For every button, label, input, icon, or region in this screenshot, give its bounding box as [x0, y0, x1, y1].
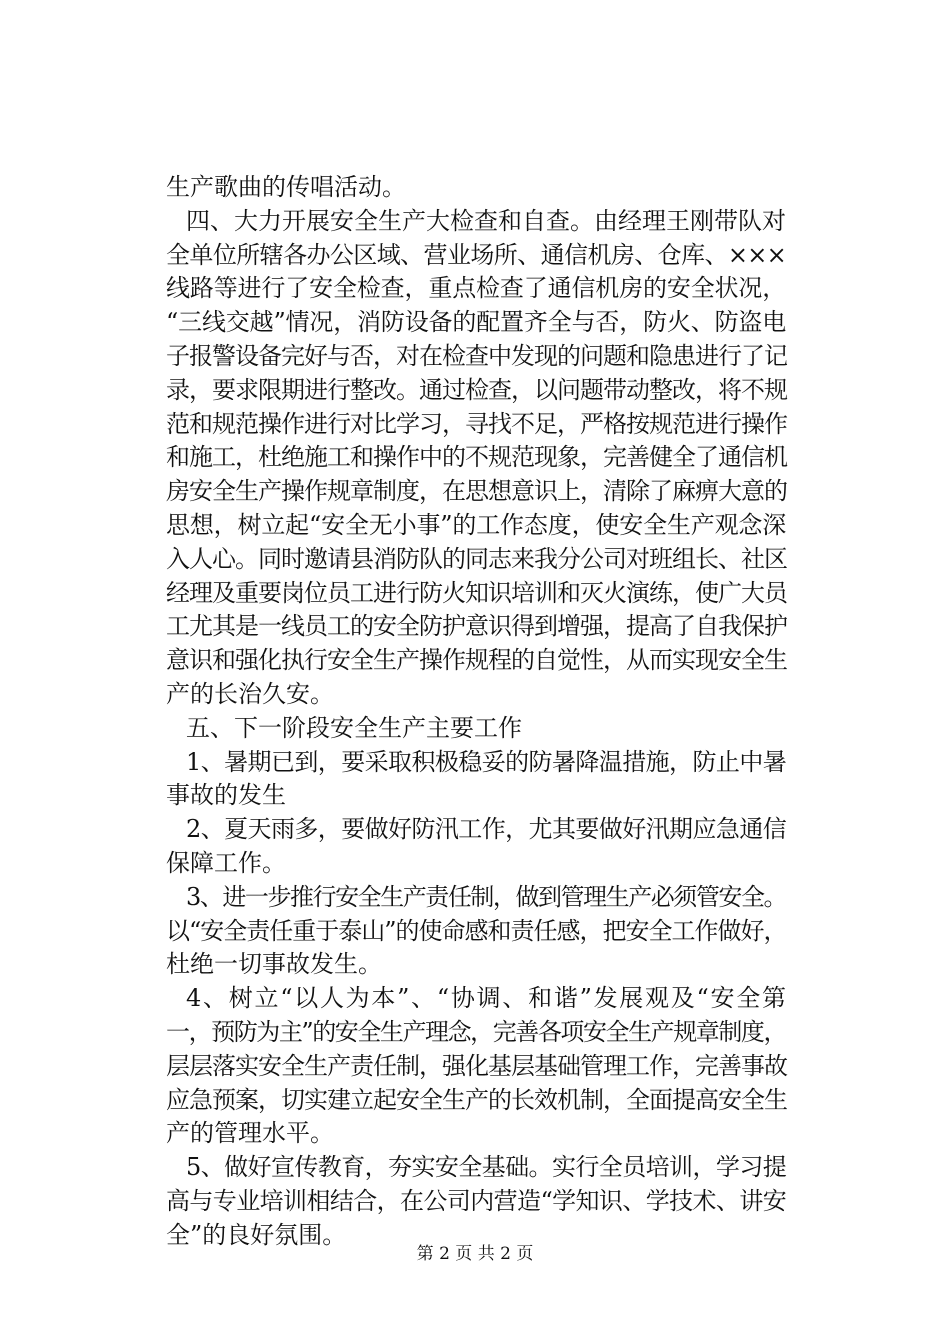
text-line: 层层落实安全生产责任制，强化基层基础管理工作，完善事故 [166, 1051, 787, 1080]
document-body [166, 171, 786, 1253]
text-line: 高与专业培训相结合，在公司内营造“学知识、学技术、讲安 [166, 1186, 786, 1215]
text-line: 录，要求限期进行整改。通过检查，以问题带动整改，将不规 [166, 375, 787, 404]
text-line: 保障工作。 [166, 848, 286, 877]
text-line: 产的长治久安。 [166, 679, 334, 708]
text-line: 应急预案，切实建立起安全生产的长效机制，全面提高安全生 [166, 1085, 787, 1114]
text-line: 全”的良好氛围。 [166, 1220, 347, 1249]
text-line: 经理及重要岗位员工进行防火知识培训和灭火演练，使广大员 [166, 578, 787, 607]
text-line: 子报警设备完好与否，对在检查中发现的问题和隐患进行了记 [166, 341, 787, 370]
text-line: 房安全生产操作规章制度，在思想意识上，清除了麻痹大意的 [166, 477, 787, 506]
text-line: 4、树立“以人为本”、“协调、和谐”发展观及“安全第 [186, 984, 786, 1013]
text-line: “三线交越”情况，消防设备的配置齐全与否，防火、防盗电 [166, 308, 786, 337]
text-line: 生产歌曲的传唱活动。 [166, 173, 406, 201]
text-line: 四、大力开展安全生产大检查和自查。由经理王刚带队对 [186, 206, 786, 235]
text-line: 范和规范操作进行对比学习，寻找不足，严格按规范进行操作 [166, 409, 787, 438]
text-line: 产的管理水平。 [166, 1119, 334, 1148]
text-line: 入人心。同时邀请县消防队的同志来我分公司对班组长、社区 [166, 544, 787, 573]
text-line: 意识和强化执行安全生产操作规程的自觉性，从而实现安全生 [166, 646, 787, 675]
page-footer: 第 2 页 共 2 页 [416, 1244, 534, 1264]
text-line: 5、做好宣传教育，夯实安全基础。实行全员培训，学习提 [186, 1153, 786, 1182]
text-line: 一，预防为主”的安全生产理念，完善各项安全生产规章制度， [166, 1017, 786, 1046]
text-line: 以“安全责任重于泰山”的使命感和责任感，把安全工作做好， [166, 916, 787, 945]
text-line: 2、夏天雨多，要做好防汛工作，尤其要做好汛期应急通信 [186, 815, 786, 844]
text-line: 杜绝一切事故发生。 [166, 950, 382, 979]
text-line: 和施工，杜绝施工和操作中的不规范现象，完善健全了通信机 [166, 443, 787, 472]
text-line: 事故的发生 [166, 781, 286, 810]
text-line: 思想，树立起“安全无小事”的工作态度，使安全生产观念深 [166, 510, 786, 539]
text-line: 3、进一步推行安全生产责任制，做到管理生产必须管安全。 [186, 882, 786, 911]
text-line: 线路等进行了安全检查，重点检查了通信机房的安全状况， [166, 274, 786, 303]
text-line: 全单位所辖各办公区域、营业场所、通信机房、仓库、××× [166, 240, 786, 269]
text-line: 1、暑期已到，要采取积极稳妥的防暑降温措施，防止中暑 [186, 747, 786, 776]
text-line: 五、下一阶段安全生产主要工作 [186, 713, 522, 742]
text-line: 工尤其是一线员工的安全防护意识得到增强，提高了自我保护 [166, 612, 787, 641]
